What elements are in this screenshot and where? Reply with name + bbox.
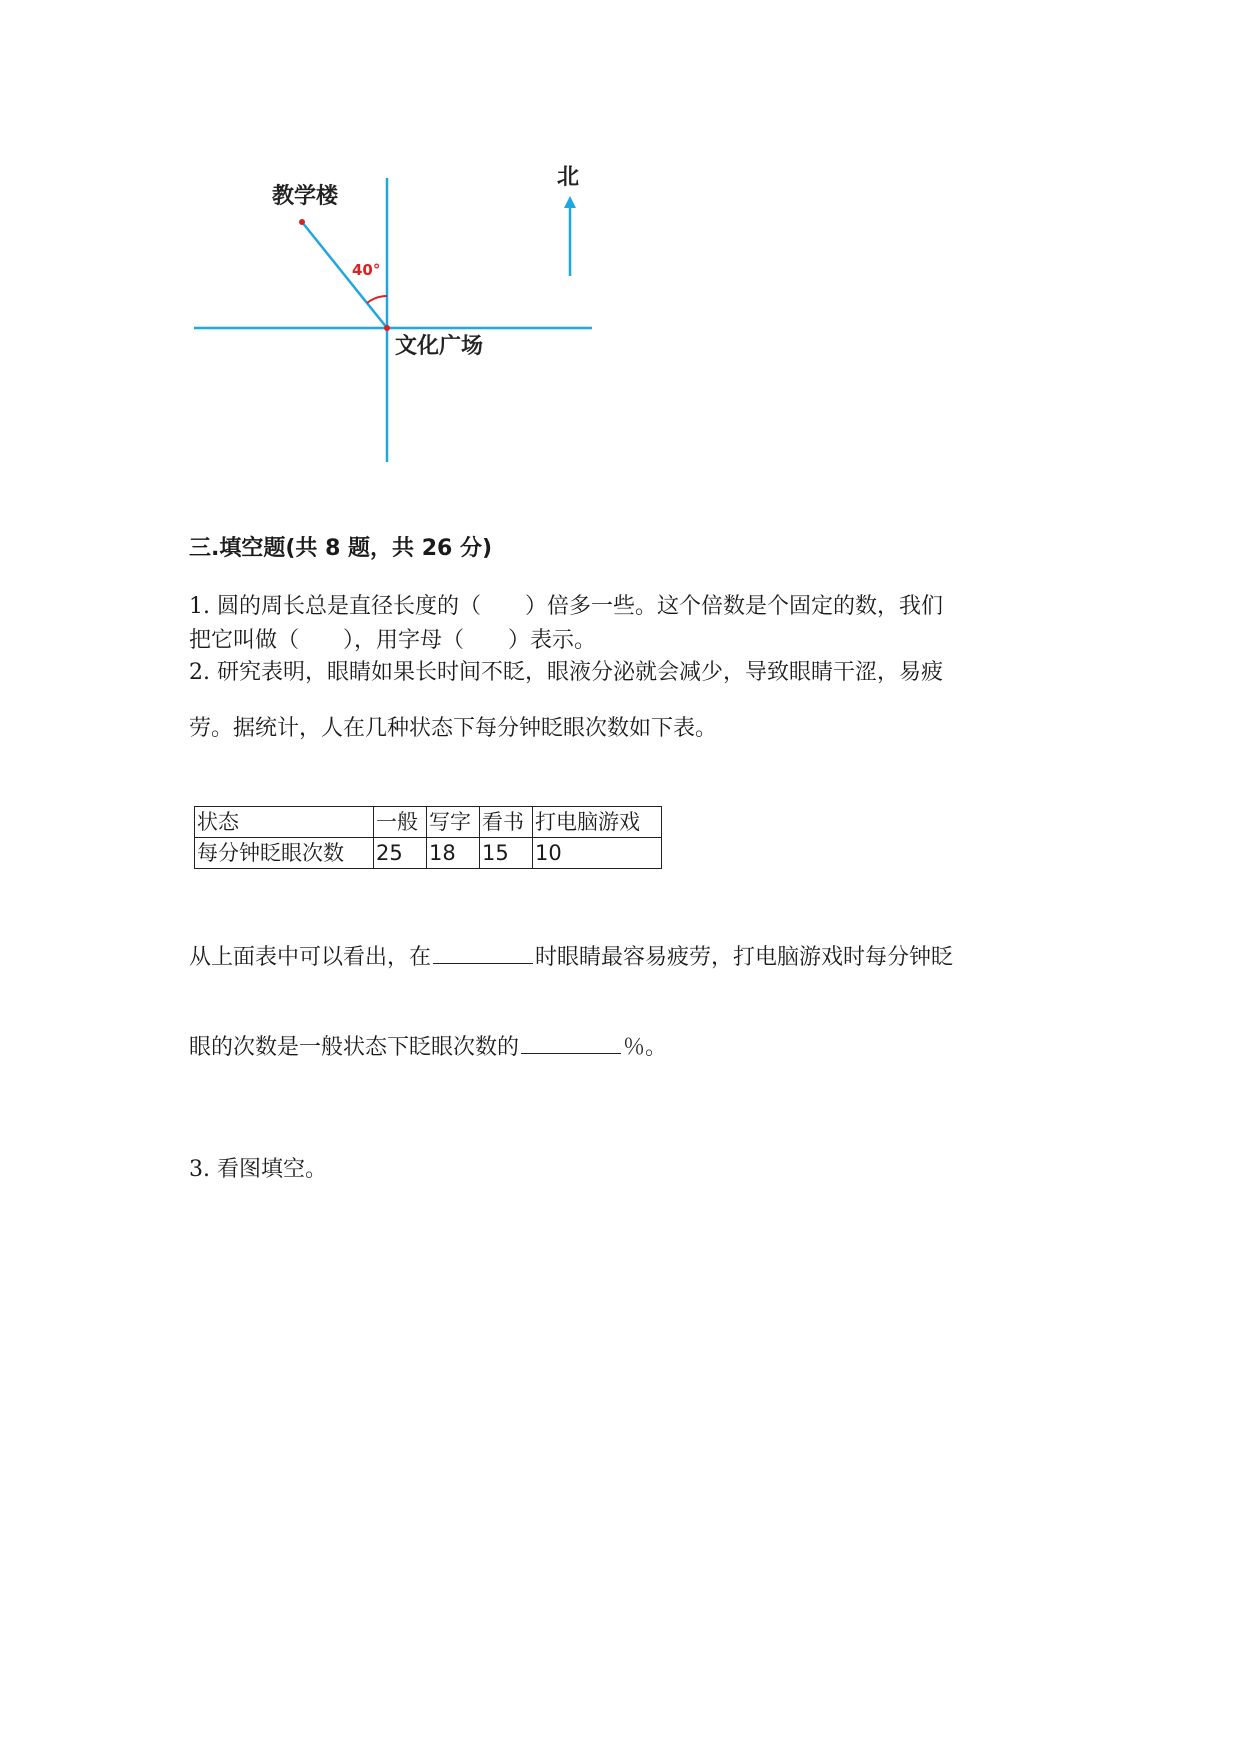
- table-cell: 写字: [427, 807, 480, 838]
- table-cell: 状态: [195, 807, 374, 838]
- north-arrow-head: [564, 196, 576, 208]
- table-row: [195, 838, 662, 869]
- blink-table: [194, 806, 662, 869]
- q2-fill2-text-b: ％。: [623, 1035, 668, 1060]
- q2-fill-line1: [189, 937, 953, 975]
- label-plaza: 文化广场: [395, 334, 484, 359]
- label-building: 教学楼: [272, 184, 339, 209]
- table-cell: 15: [480, 838, 533, 869]
- answer-blank-2[interactable]: [521, 1027, 621, 1054]
- q1-line2: 把它叫做（ ），用字母（ ）表示。: [189, 628, 597, 653]
- table-cell: 一般: [374, 807, 427, 838]
- table-cell: 10: [533, 838, 662, 869]
- label-angle: 40°: [352, 261, 381, 279]
- q2-fill1-text-b: 时眼睛最容易疲劳，打电脑游戏时每分钟眨: [535, 945, 954, 970]
- answer-blank-1[interactable]: [433, 937, 533, 964]
- table-cell: 打电脑游戏: [533, 807, 662, 838]
- plaza-point: [384, 325, 390, 331]
- table-header-row: [195, 807, 662, 838]
- q2-line2: 劳。据统计，人在几种状态下每分钟眨眼次数如下表。: [189, 716, 718, 741]
- q2-fill2-text-a: 眼的次数是一般状态下眨眼次数的: [189, 1035, 520, 1060]
- direction-diagram: [180, 150, 620, 470]
- table-cell: 18: [427, 838, 480, 869]
- q3-text: 3. 看图填空。: [189, 1157, 327, 1182]
- table-cell: 看书: [480, 807, 533, 838]
- label-north: 北: [557, 165, 580, 190]
- section-title: 三.填空题(共 8 题，共 26 分): [189, 536, 493, 561]
- angle-arc: [367, 296, 387, 303]
- building-point: [299, 219, 305, 225]
- table-cell: 每分钟眨眼次数: [195, 838, 374, 869]
- table-cell: 25: [374, 838, 427, 869]
- q2-line1: 2. 研究表明，眼睛如果长时间不眨，眼液分泌就会减少，导致眼睛干涩，易疲: [189, 660, 943, 685]
- q2-fill-line2: [189, 1027, 667, 1065]
- q1-line1: 1. 圆的周长总是直径长度的（ ）倍多一些。这个倍数是个固定的数，我们: [189, 594, 943, 619]
- q2-fill1-text-a: 从上面表中可以看出，在: [189, 945, 432, 970]
